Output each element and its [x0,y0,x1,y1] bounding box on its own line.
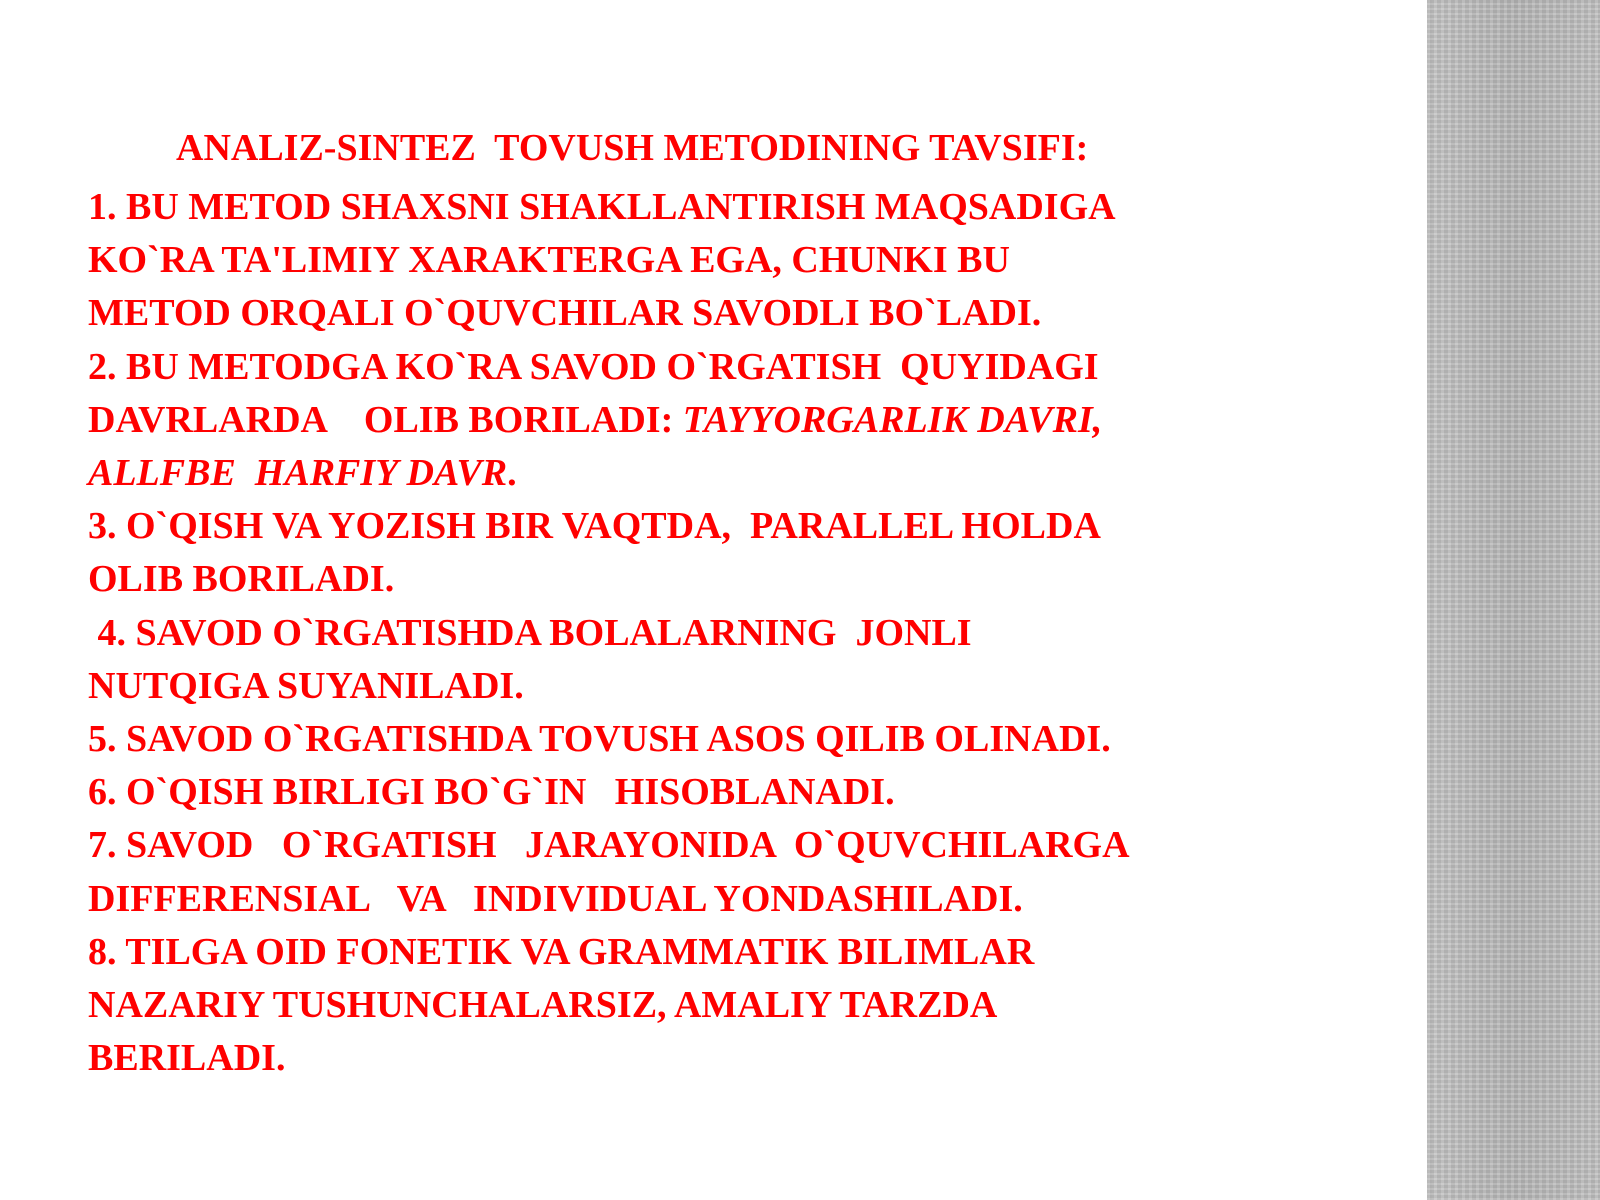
list-item [88,181,1423,341]
text-segment: BERILADI. [88,1037,286,1080]
list-item-line [88,287,1423,340]
list-item [88,766,1423,819]
text-segment: . [507,452,517,495]
slide-body [88,181,1423,1085]
list-item-line [88,447,1423,500]
text-segment: 2. BU METODGA KO`RA SAVOD O`RGATISH QUYIDAGI [88,345,1099,388]
list-item-line [88,766,1423,819]
text-segment: 8. TILGA OID FONETIK VA GRAMMATIK BILIMLAR [88,930,1035,973]
list-item [88,607,1423,713]
italic-text-segment: TAYYORGARLIK DAVRI, [682,398,1103,441]
list-item-line [88,1032,1423,1085]
text-segment: DIFFERENSIAL VA INDIVIDUAL YONDASHILADI. [88,877,1023,920]
list-item-line [88,394,1423,447]
list-item [88,341,1423,501]
list-item-line [88,819,1423,872]
list-item-line [88,873,1423,926]
list-item [88,819,1423,925]
text-segment: 5. SAVOD O`RGATISHDA TOVUSH ASOS QILIB OLINADI. [88,718,1111,761]
text-segment: OLIB BORILADI. [88,558,395,601]
list-item-line [88,341,1423,394]
text-segment: NAZARIY TUSHUNCHALARSIZ, AMALIY TARZDA [88,984,998,1027]
list-item-line [88,553,1423,606]
text-segment: KO`RA TA'LIMIY XARAKTERGA EGA, CHUNKI BU [88,239,1010,282]
text-segment: 7. SAVOD O`RGATISH JARAYONIDA O`QUVCHILARGA [88,824,1130,867]
text-segment: 6. O`QISH BIRLIGI BO`G`IN HISOBLANADI. [88,771,895,814]
list-item-line [88,660,1423,713]
list-item-line [88,234,1423,287]
decorative-side-panel [1427,0,1600,1200]
text-segment: METOD ORQALI O`QUVCHILAR SAVODLI BO`LADI. [88,292,1042,335]
italic-text-segment: ALLFBE HARFIY DAVR [88,452,508,495]
text-segment: 1. BU METOD SHAXSNI SHAKLLANTIRISH MAQSADIGA [88,186,1116,228]
slide-title: ANALIZ-SINTEZ TOVUSH METODINING TAVSIFI: [176,127,1089,169]
list-item-line [88,926,1423,979]
list-item-line [88,979,1423,1032]
text-segment: DAVRLARDA OLIB BORILADI: [88,398,683,441]
text-segment: 3. O`QISH VA YOZISH BIR VAQTDA, PARALLEL HOLDA [88,505,1101,548]
list-item-line [88,500,1423,553]
list-item-line [88,607,1423,660]
list-item [88,926,1423,1086]
text-segment: NUTQIGA SUYANILADI. [88,664,524,707]
list-item-line [88,181,1423,234]
list-item-line [88,713,1423,766]
side-panel-edge [1427,0,1433,1200]
list-item [88,500,1423,606]
list-item [88,713,1423,766]
text-segment: 4. SAVOD O`RGATISHDA BOLALARNING JONLI [88,611,972,654]
